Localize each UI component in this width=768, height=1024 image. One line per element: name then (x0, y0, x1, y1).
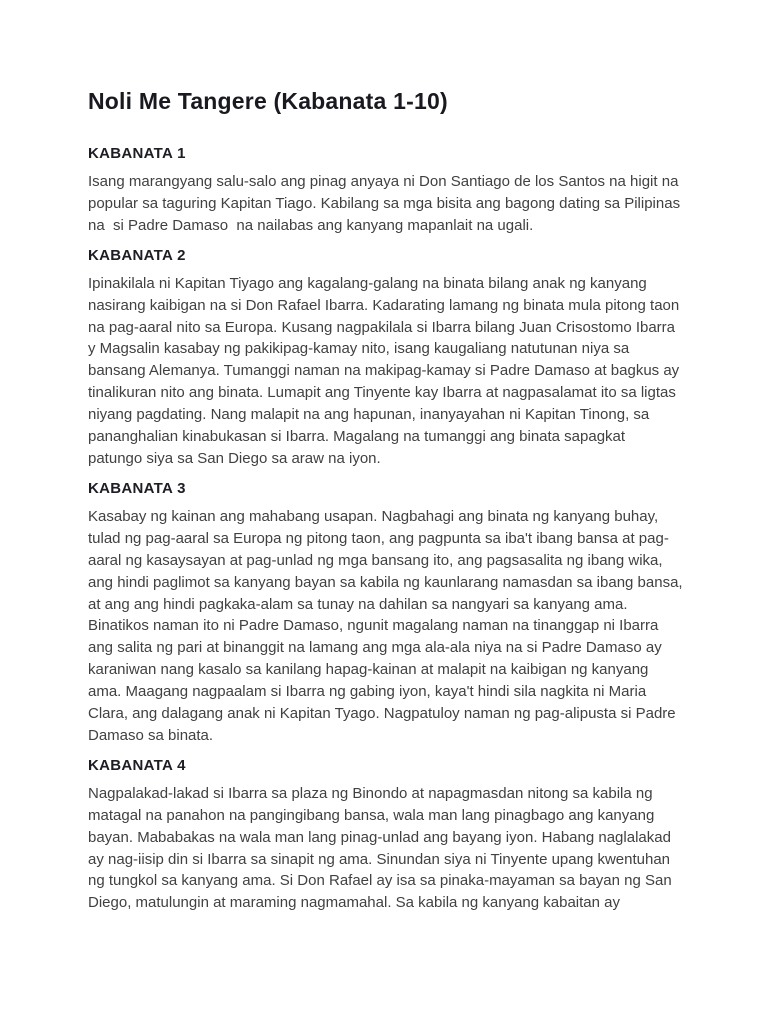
chapter-section-2 (88, 246, 683, 470)
section-heading-kabanata-2: KABANATA 2 (88, 246, 186, 264)
chapter-section-3 (88, 479, 687, 747)
section-body-kabanata-2: Ipinakilala ni Kapitan Tiyago ang kagalang-galang na binata bilang anak ng kanyang nasirang kaibigan na si Don Rafael Ibarra. Kadarating lamang ng binata mula pitong taon na pag-aaral nito sa Europa. Kusang nagpakilala si Ibarra bilang Juan Crisostomo Ibarra y Magsalin kasabay ng pakikipag-kamay nito, isang kaugaliang natutunan niya sa bansang Alemanya. Tumanggi naman na makipag-kamay si Padre Damaso at bagkus ay tinalikuran nito ang binata. Lumapit ang Tinyente kay Ibarra at nagpasalamat ito sa ligtas niyang pagdating. Nang malapit na ang hapunan, inanyayahan ni Kapitan Tinong, sa pananghalian kinabukasan si Ibarra. Magalang na tumanggi ang binata sapagkat patungo siya sa San Diego sa araw na iyon. (88, 274, 684, 467)
section-body-kabanata-1: Isang marangyang salu-salo ang pinag anyaya ni Don Santiago de los Santos na higit na popular sa taguring Kapitan Tiago. Kabilang sa mga bisita ang bagong dating sa Pilipinas na si Padre Damaso na nailabas ang kanyang mapanlait na ugali. (88, 173, 685, 234)
section-body-kabanata-3: Kasabay ng kainan ang mahabang usapan. Nagbahagi ang binata ng kanyang buhay, tulad ng pag-aaral sa Europa ng pitong taon, ang pagpunta sa iba't ibang bansa at pag-aaral ng kasaysayan at pag-unlad ng mga bansang ito, ang pagsasalita ng ibang wika, ang hindi paglimot sa kanyang bayan sa kabila ng kaunlarang namasdan sa ibang bansa, at ang ang hindi pagkaka-alam sa tunay na dahilan sa nangyari sa kanyang ama. Binatikos naman ito ni Padre Damaso, ngunit magalang naman na tinanggap ni Ibarra ang salita ng pari at binanggit na lamang ang mga ala-ala niya na si Padre Damaso ay karaniwan nang kasalo sa kanilang hapag-kainan at malapit na kaibigan ng kanyang ama. Maagang nagpaalam si Ibarra ng gabing iyon, kaya't hindi sila nagkita ni Maria Clara, ang dalagang anak ni Kapitan Tyago. Nagpatuloy naman ng pag-alipusta si Padre Damaso sa binata. (88, 507, 687, 744)
chapter-section-1 (88, 144, 683, 237)
section-heading-kabanata-3: KABANATA 3 (88, 479, 186, 497)
section-heading-kabanata-1: KABANATA 1 (88, 145, 186, 162)
section-heading-kabanata-4: KABANATA 4 (88, 756, 186, 774)
section-body-kabanata-4: Nagpalakad-lakad si Ibarra sa plaza ng Binondo at napagmasdan nitong sa kabila ng matagal na panahon na pangingibang bansa, wala man lang pinagbago ang kanyang bayan. Mababakas na wala man lang pinag-unlad ang bayang iyon. Habang naglalakad ay nag-iisip din si Ibarra sa sinapit ng ama. Sinundan siya ni Tinyente upang kwentuhan ng tungkol sa kanyang ama. Si Don Rafael ay isa sa pinaka-mayaman sa bayan ng San Diego, matulungin at maraming nagmamahal. Sa kabila ng kanyang kabaitan ay (88, 784, 676, 912)
chapter-section-4 (88, 756, 683, 914)
document-title: Noli Me Tangere (Kabanata 1-10) (88, 88, 448, 114)
